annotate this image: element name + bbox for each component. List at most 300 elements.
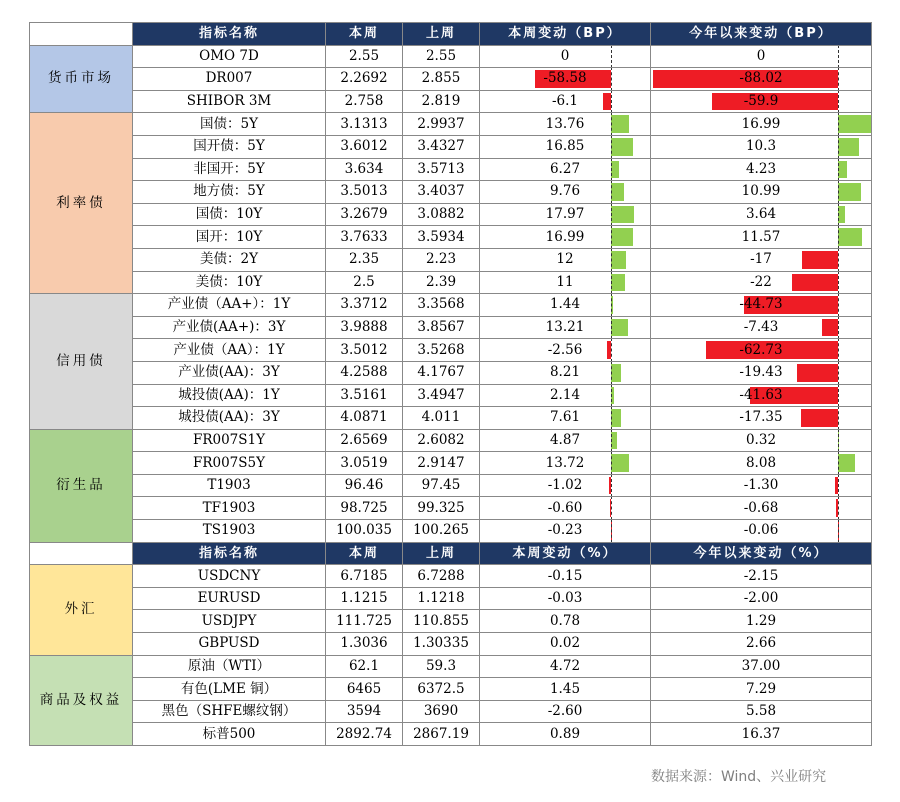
header-ytd-change: 今年以来变动（%） [651,542,872,565]
market-data-table [29,22,872,746]
weekly-change-cell [480,407,651,430]
last-week-value: 1.30335 [403,633,480,656]
positive-change-bar [611,409,621,427]
weekly-change-cell [480,113,651,136]
table-row [30,452,872,475]
ytd-change-cell [651,429,872,452]
ytd-change-cell [651,452,872,475]
zero-axis-line [838,520,839,543]
indicator-name: SHIBOR 3M [133,90,326,113]
last-week-value: 3.3568 [403,294,480,317]
zero-axis-line [611,294,612,317]
this-week-value: 6.7185 [326,565,403,588]
last-week-value: 2.9937 [403,113,480,136]
change-value: 0 [560,47,570,64]
indicator-name: T1903 [133,474,326,497]
ytd-change-cell [651,474,872,497]
change-value: -6.1 [551,93,579,110]
this-week-value: 3.5161 [326,384,403,407]
zero-axis-line [611,181,612,204]
change-value: -1.30 [743,477,779,494]
indicator-name: 美债：10Y [133,271,326,294]
this-week-value: 2.5 [326,271,403,294]
this-week-value: 3.1313 [326,113,403,136]
last-week-value: 1.1218 [403,587,480,610]
weekly-change-value: 0.78 [480,610,651,633]
ytd-change-cell [651,203,872,226]
this-week-value: 3.5013 [326,181,403,204]
zero-axis-line [611,384,612,407]
this-week-value: 2.6569 [326,429,403,452]
last-week-value: 3.4947 [403,384,480,407]
indicator-name: 产业债（AA）：1Y [133,339,326,362]
positive-change-bar [611,274,625,292]
header-this-week: 本周 [326,23,403,46]
this-week-value: 4.2588 [326,361,403,384]
table-row [30,181,872,204]
zero-axis-line [611,90,612,113]
this-week-value: 3.2679 [326,203,403,226]
zero-axis-line [611,361,612,384]
change-value: -0.06 [743,522,779,539]
change-value: -17.35 [739,409,783,426]
last-week-value: 97.45 [403,474,480,497]
zero-axis-line [838,452,839,475]
table-row [30,723,872,746]
category-cell: 信用债 [30,294,133,430]
this-week-value: 3.3712 [326,294,403,317]
weekly-change-cell [480,181,651,204]
ytd-change-value: 1.29 [651,610,872,633]
table-row [30,610,872,633]
zero-axis-line [838,158,839,181]
zero-axis-line [838,203,839,226]
ytd-change-cell [651,248,872,271]
positive-change-bar [838,115,872,133]
zero-axis-line [611,226,612,249]
positive-change-bar [838,206,846,224]
zero-axis-line [838,361,839,384]
table-row [30,203,872,226]
table-row [30,474,872,497]
table-header-row [30,542,872,565]
last-week-value: 2.55 [403,45,480,68]
indicator-name: 城投债(AA)：1Y [133,384,326,407]
table-row [30,226,872,249]
table-row [30,339,872,362]
weekly-change-cell [480,90,651,113]
weekly-change-cell [480,158,651,181]
last-week-value: 3.4327 [403,135,480,158]
zero-axis-line [611,68,612,91]
indicator-name: 黑色（SHFE螺纹钢） [133,700,326,723]
zero-axis-line [838,181,839,204]
this-week-value: 1.1215 [326,587,403,610]
indicator-name: 国开：10Y [133,226,326,249]
ytd-change-value: 37.00 [651,655,872,678]
positive-change-bar [611,115,629,133]
ytd-change-cell [651,520,872,543]
table-row [30,68,872,91]
zero-axis-line [611,339,612,362]
table-row [30,520,872,543]
change-value: -88.02 [739,70,783,87]
change-value: 8.21 [549,364,581,381]
weekly-change-cell [480,520,651,543]
positive-change-bar [611,251,627,269]
this-week-value: 3.9888 [326,316,403,339]
ytd-change-cell [651,271,872,294]
positive-change-bar [838,228,862,246]
change-value: -17 [750,251,772,268]
indicator-name: TF1903 [133,497,326,520]
last-week-value: 3.0882 [403,203,480,226]
zero-axis-line [838,68,839,91]
table-row [30,135,872,158]
data-source-note: 数据来源：Wind、兴业研究 [651,769,827,785]
this-week-value: 3.634 [326,158,403,181]
indicator-name: 原油（WTI） [133,655,326,678]
indicator-name: OMO 7D [133,45,326,68]
this-week-value: 4.0871 [326,407,403,430]
change-value: 0.32 [745,431,777,448]
zero-axis-line [611,135,612,158]
change-value: 16.99 [741,115,781,132]
this-week-value: 3.0519 [326,452,403,475]
this-week-value: 96.46 [326,474,403,497]
zero-axis-line [838,497,839,520]
last-week-value: 4.011 [403,407,480,430]
weekly-change-cell [480,135,651,158]
zero-axis-line [838,316,839,339]
change-value: 16.85 [545,138,585,155]
category-cell: 商品及权益 [30,655,133,745]
table-row [30,90,872,113]
indicator-name: USDJPY [133,610,326,633]
zero-axis-line [611,248,612,271]
weekly-change-cell [480,68,651,91]
category-cell: 利率债 [30,113,133,294]
positive-change-bar [838,454,855,472]
weekly-change-cell [480,271,651,294]
table-row [30,407,872,430]
negative-change-bar [802,251,838,269]
change-value: 7.61 [549,409,581,426]
positive-change-bar [838,161,847,179]
change-value: 1.44 [549,296,581,313]
positive-change-bar [611,138,633,156]
change-value: -58.58 [543,70,587,87]
ytd-change-cell [651,68,872,91]
change-value: 6.27 [549,160,581,177]
last-week-value: 2.39 [403,271,480,294]
positive-change-bar [611,319,628,337]
change-value: -44.73 [739,296,783,313]
this-week-value: 3.5012 [326,339,403,362]
last-week-value: 2.855 [403,68,480,91]
ytd-change-cell [651,158,872,181]
indicator-name: FR007S1Y [133,429,326,452]
change-value: 11.57 [741,228,781,245]
table-row [30,384,872,407]
last-week-value: 3.5713 [403,158,480,181]
last-week-value: 100.265 [403,520,480,543]
table-row [30,113,872,136]
indicator-name: FR007S5Y [133,452,326,475]
header-blank-cell [30,23,133,46]
this-week-value: 111.725 [326,610,403,633]
weekly-change-cell [480,384,651,407]
indicator-name: 产业债(AA+)：3Y [133,316,326,339]
zero-axis-line [838,294,839,317]
weekly-change-value: -2.60 [480,700,651,723]
zero-axis-line [838,407,839,430]
this-week-value: 3.7633 [326,226,403,249]
change-value: 13.76 [545,115,585,132]
table-row [30,700,872,723]
header-this-week: 本周 [326,542,403,565]
change-value: -0.60 [547,499,583,516]
weekly-change-cell [480,429,651,452]
last-week-value: 6372.5 [403,678,480,701]
weekly-change-cell [480,203,651,226]
weekly-change-cell [480,361,651,384]
indicator-name: 标普500 [133,723,326,746]
indicator-name: 地方债：5Y [133,181,326,204]
indicator-name: TS1903 [133,520,326,543]
table-row [30,294,872,317]
change-value: -2.56 [547,341,583,358]
ytd-change-cell [651,90,872,113]
ytd-change-cell [651,361,872,384]
indicator-name: EURUSD [133,587,326,610]
change-value: -0.23 [547,522,583,539]
table-header-row [30,23,872,46]
change-value: 13.72 [545,454,585,471]
change-value: -22 [750,273,772,290]
ytd-change-cell [651,407,872,430]
zero-axis-line [838,248,839,271]
this-week-value: 2.55 [326,45,403,68]
weekly-change-cell [480,294,651,317]
table-row [30,678,872,701]
zero-axis-line [838,226,839,249]
ytd-change-cell [651,113,872,136]
weekly-change-cell [480,474,651,497]
last-week-value: 2.6082 [403,429,480,452]
last-week-value: 3.4037 [403,181,480,204]
table-row [30,248,872,271]
change-value: 2.14 [549,386,581,403]
this-week-value: 2892.74 [326,723,403,746]
negative-change-bar [801,409,837,427]
header-last-week: 上周 [403,542,480,565]
change-value: 10.3 [745,138,777,155]
positive-change-bar [838,138,860,156]
indicator-name: USDCNY [133,565,326,588]
this-week-value: 1.3036 [326,633,403,656]
ytd-change-cell [651,226,872,249]
ytd-change-value: 5.58 [651,700,872,723]
change-value: 3.64 [745,206,777,223]
zero-axis-line [838,271,839,294]
weekly-change-value: 0.89 [480,723,651,746]
zero-axis-line [838,45,839,68]
zero-axis-line [611,316,612,339]
last-week-value: 4.1767 [403,361,480,384]
zero-axis-line [611,452,612,475]
category-cell: 衍生品 [30,429,133,542]
this-week-value: 100.035 [326,520,403,543]
positive-change-bar [611,454,629,472]
ytd-change-value: 2.66 [651,633,872,656]
weekly-change-cell [480,226,651,249]
ytd-change-value: 7.29 [651,678,872,701]
header-blank-cell [30,542,133,565]
indicator-name: 美债：2Y [133,248,326,271]
positive-change-bar [838,183,861,201]
zero-axis-line [838,384,839,407]
zero-axis-line [611,158,612,181]
indicator-name: 非国开：5Y [133,158,326,181]
zero-axis-line [838,135,839,158]
table-row [30,429,872,452]
table-row [30,158,872,181]
ytd-change-cell [651,294,872,317]
zero-axis-line [611,497,612,520]
positive-change-bar [611,364,622,382]
negative-change-bar [603,93,611,111]
last-week-value: 3.5268 [403,339,480,362]
last-week-value: 3690 [403,700,480,723]
weekly-change-cell [480,316,651,339]
zero-axis-line [838,429,839,452]
category-cell: 货币市场 [30,45,133,113]
indicator-name: GBPUSD [133,633,326,656]
ytd-change-cell [651,45,872,68]
zero-axis-line [611,474,612,497]
indicator-name: 国开债：5Y [133,135,326,158]
zero-axis-line [838,474,839,497]
ytd-change-cell [651,384,872,407]
indicator-name: 产业债(AA)：3Y [133,361,326,384]
change-value: -62.73 [739,341,783,358]
zero-axis-line [611,203,612,226]
ytd-change-cell [651,135,872,158]
ytd-change-value: -2.15 [651,565,872,588]
change-value: 13.21 [545,319,585,336]
weekly-change-value: 4.72 [480,655,651,678]
ytd-change-cell [651,497,872,520]
negative-change-bar [797,364,838,382]
this-week-value: 3.6012 [326,135,403,158]
zero-axis-line [611,407,612,430]
zero-axis-line [611,271,612,294]
change-value: -41.63 [739,386,783,403]
change-value: 4.87 [549,431,581,448]
weekly-change-cell [480,452,651,475]
change-value: 10.99 [741,183,781,200]
change-value: -19.43 [739,364,783,381]
change-value: 9.76 [549,183,581,200]
negative-change-bar [822,319,838,337]
indicator-name: DR007 [133,68,326,91]
this-week-value: 3594 [326,700,403,723]
zero-axis-line [838,90,839,113]
header-weekly-change: 本周变动（%） [480,542,651,565]
change-value: -59.9 [743,93,779,110]
weekly-change-cell [480,45,651,68]
change-value: 12 [556,251,574,268]
last-week-value: 110.855 [403,610,480,633]
zero-axis-line [611,429,612,452]
indicator-name: 国债：5Y [133,113,326,136]
this-week-value: 2.758 [326,90,403,113]
header-indicator-name: 指标名称 [133,23,326,46]
table-row [30,497,872,520]
change-value: -0.68 [743,499,779,516]
change-value: 0 [756,47,766,64]
header-ytd-change: 今年以来变动（BP） [651,23,872,46]
table-row [30,655,872,678]
category-cell: 外汇 [30,565,133,655]
weekly-change-cell [480,339,651,362]
this-week-value: 2.35 [326,248,403,271]
last-week-value: 3.5934 [403,226,480,249]
this-week-value: 98.725 [326,497,403,520]
weekly-change-cell [480,248,651,271]
weekly-change-value: 1.45 [480,678,651,701]
last-week-value: 2.23 [403,248,480,271]
zero-axis-line [611,113,612,136]
table-row [30,633,872,656]
indicator-name: 产业债（AA+）：1Y [133,294,326,317]
last-week-value: 2.819 [403,90,480,113]
change-value: 8.08 [745,454,777,471]
zero-axis-line [838,339,839,362]
change-value: -7.43 [743,319,779,336]
positive-change-bar [611,228,633,246]
table-row [30,316,872,339]
indicator-name: 国债：10Y [133,203,326,226]
zero-axis-line [611,520,612,543]
header-weekly-change: 本周变动（BP） [480,23,651,46]
last-week-value: 3.8567 [403,316,480,339]
last-week-value: 6.7288 [403,565,480,588]
this-week-value: 2.2692 [326,68,403,91]
indicator-name: 有色(LME 铜） [133,678,326,701]
negative-change-bar [792,274,838,292]
table-row [30,271,872,294]
weekly-change-value: -0.15 [480,565,651,588]
weekly-change-cell [480,497,651,520]
positive-change-bar [611,183,624,201]
positive-change-bar [611,161,619,179]
header-last-week: 上周 [403,23,480,46]
zero-axis-line [611,45,612,68]
last-week-value: 2867.19 [403,723,480,746]
last-week-value: 99.325 [403,497,480,520]
ytd-change-cell [651,181,872,204]
ytd-change-value: -2.00 [651,587,872,610]
positive-change-bar [611,206,634,224]
table-row [30,45,872,68]
header-indicator-name: 指标名称 [133,542,326,565]
ytd-change-cell [651,339,872,362]
last-week-value: 59.3 [403,655,480,678]
last-week-value: 2.9147 [403,452,480,475]
this-week-value: 6465 [326,678,403,701]
